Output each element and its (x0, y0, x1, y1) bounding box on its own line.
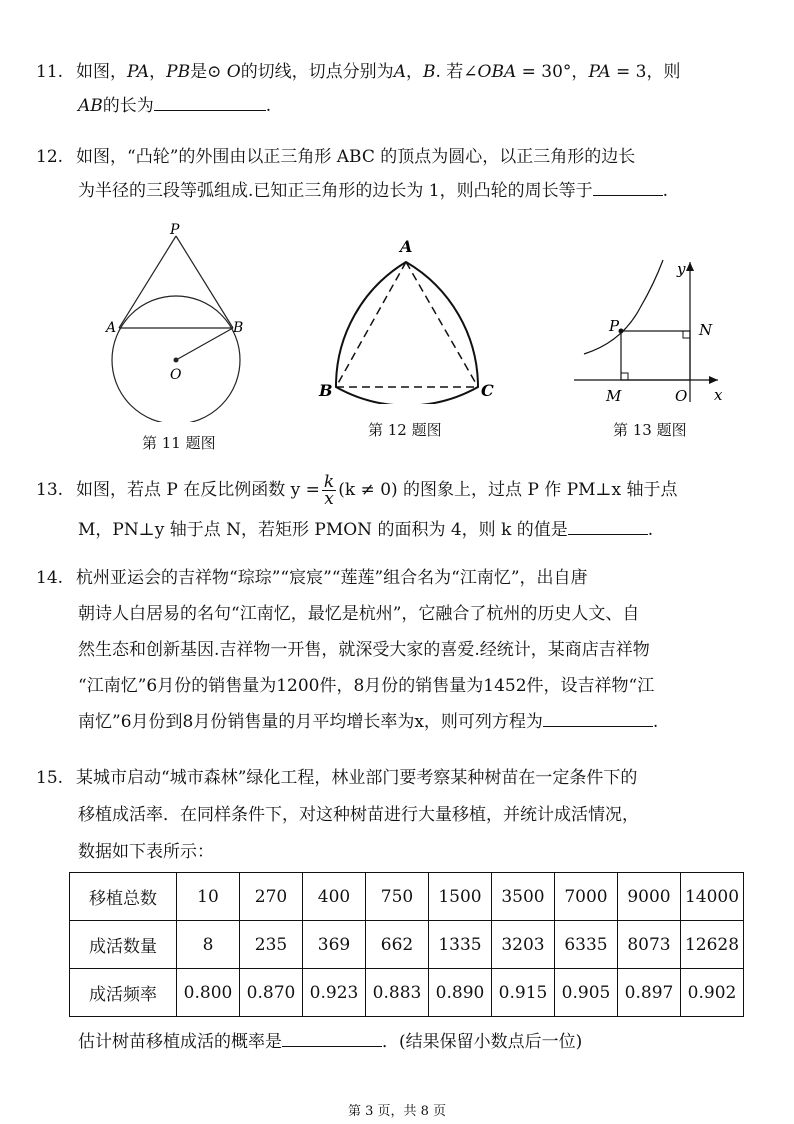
y-axis-arrow (686, 262, 694, 271)
question-14: 14. 杭州亚运会的吉祥物“琮琮”“宸宸”“莲莲”组合名为“江南忆”，出自唐 朝诗人白居易的名句“江南忆，最忆是杭州”，它融合了杭州的历史人文、自 然生态和创新基因.吉祥物一开售，就深受大家的喜爱.经统计，某商店吉祥物 “江南忆”6月份的销售量为1200件，8月份的销售量为1452件，设吉祥物“江 南忆”6月份到8月份销售量的月平均增长率为x，则可列方程为 . (36, 560, 756, 740)
tangent-pa (119, 236, 176, 328)
radius-ob (176, 328, 233, 360)
label-n: N (699, 321, 713, 339)
label-p: P (609, 317, 620, 335)
row-label: 移植总数 (70, 873, 177, 921)
label-o: O (170, 367, 182, 383)
answer-blank (154, 92, 266, 111)
figure-12-caption: 第 12 题图 (368, 421, 442, 439)
table-row: 成活频率 0.800 0.870 0.923 0.883 0.890 0.915 0.905 0.897 0.902 (70, 969, 744, 1017)
label-y: y (677, 260, 686, 278)
question-number: 14. (36, 568, 64, 588)
label-m: M (606, 387, 622, 405)
triangle-side-ab (336, 262, 406, 387)
table-row: 移植总数 10 270 400 750 1500 3500 7000 9000 14000 (70, 873, 744, 921)
cam-outline (336, 262, 478, 404)
figure-13-hyperbola (570, 258, 730, 408)
question-15-answer: 估计树苗移植成活的概率是 ．(结果保留小数点后一位) (36, 1025, 756, 1059)
figure-11-circle-tangents (100, 222, 270, 422)
label-a: A (106, 320, 117, 336)
label-c: C (481, 381, 494, 400)
hyperbola-curve (584, 260, 663, 354)
survival-rate-table (69, 872, 744, 1017)
question-number: 13. (36, 480, 64, 500)
row-label: 成活频率 (70, 969, 177, 1017)
question-number: 12. (36, 147, 64, 167)
answer-blank (543, 708, 653, 727)
question-13: 13. 如图，若点 P 在反比例函数 y = $\frac{k}{x}$ (k ≠ 0) 的图象上，过点 P 作 PM⊥x 轴于点 M，PN⊥y 轴于点 N，若矩形 PMON 的面积为 4，则 k 的值是 . (36, 472, 678, 540)
row-label: 成活数量 (70, 921, 177, 969)
question-15: 15. 某城市启动“城市森林”绿化工程，林业部门要考察某种树苗在一定条件下的 移植成活率．在同样条件下，对这种树苗进行大量移植，并统计成活情况， 数据如下表所示： (36, 760, 756, 871)
label-o: O (675, 387, 688, 405)
label-b: B (233, 320, 244, 336)
answer-blank (282, 1028, 382, 1047)
right-angle-n (683, 331, 690, 338)
label-x: x (714, 386, 723, 404)
tangent-pb (176, 236, 233, 328)
label-p: P (170, 222, 180, 238)
figure-13-caption: 第 13 题图 (613, 421, 687, 439)
figures-row (0, 222, 794, 452)
point-p (619, 329, 624, 334)
table-row: 成活数量 8 235 369 662 1335 3203 6335 8073 12628 (70, 921, 744, 969)
answer-blank (568, 516, 648, 535)
answer-blank (593, 177, 663, 196)
label-a: A (400, 237, 413, 256)
figure-12-reuleaux (312, 234, 502, 404)
page-footer: 第 3 页，共 8 页 (347, 1104, 447, 1119)
label-b: B (319, 381, 333, 400)
x-axis-arrow (709, 376, 718, 384)
center-point (174, 358, 179, 363)
rectangle-pmon (621, 331, 690, 380)
question-12: 12. 如图，“凸轮”的外围由以正三角形 ABC 的顶点为圆心，以正三角形的边长 为半径的三段等弧组成.已知正三角形的边长为 1，则凸轮的周长等于 . (36, 140, 756, 208)
right-angle-m (621, 373, 628, 380)
question-number: 11. (36, 62, 64, 82)
fraction-k-over-x: $\frac{k}{x}$ (323, 472, 335, 509)
triangle-side-ac (406, 262, 478, 387)
figure-11-caption: 第 11 题图 (142, 434, 216, 452)
question-number: 15. (36, 768, 64, 788)
question-11: 11. 如图，PA，PB是⊙ O的切线，切点分别为A，B. 若∠OBA = 30°，PA = 3，则 AB的长为 . (36, 55, 756, 123)
